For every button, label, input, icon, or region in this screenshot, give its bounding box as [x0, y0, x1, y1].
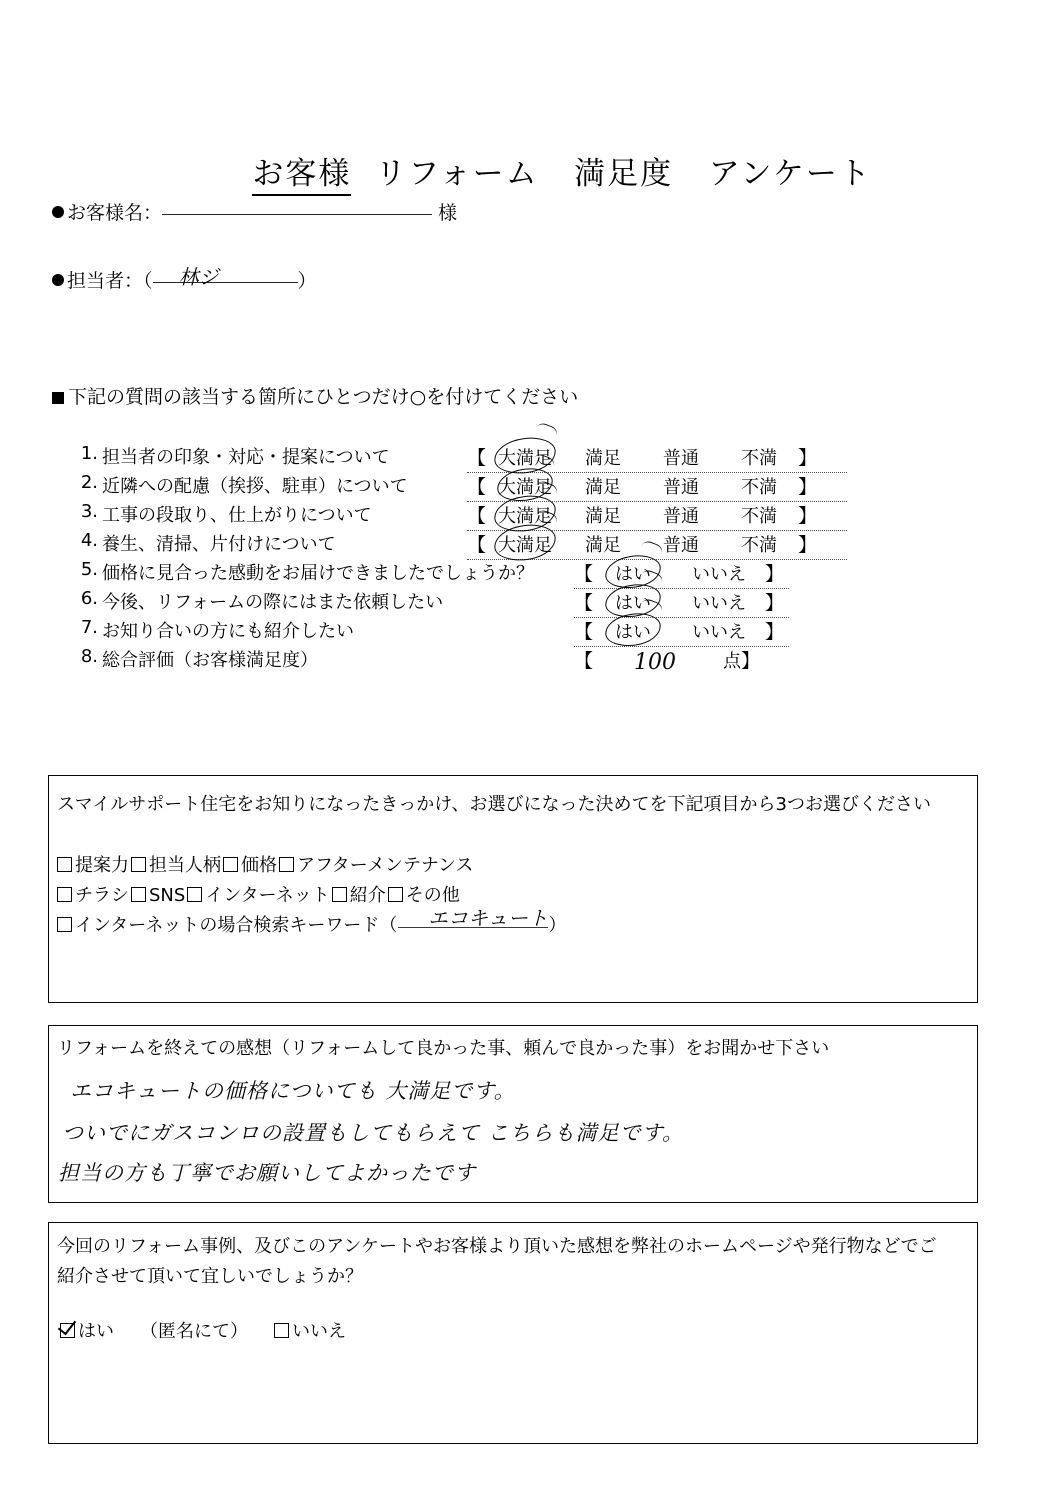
- staff-name-input[interactable]: [153, 265, 298, 289]
- impression-handwriting-line-1: エコキュートの価格についても 大満足です。: [70, 1079, 516, 1103]
- option-futsuu[interactable]: 普通: [663, 477, 700, 498]
- keyword-paren-open: （: [379, 915, 399, 936]
- impression-handwriting-line-3: 担当の方も丁寧でお願いしてよかったです: [58, 1161, 476, 1185]
- option-manzoku[interactable]: 満足: [585, 506, 622, 527]
- question-row: [62, 501, 962, 530]
- option-yes[interactable]: はい: [593, 618, 673, 644]
- checkbox-kakaku[interactable]: [223, 857, 238, 872]
- label-aftermaintenance: アフターメンテナンス: [297, 855, 474, 876]
- label-internet: インターネット: [205, 885, 330, 906]
- checkbox-publish-no[interactable]: [274, 1323, 289, 1338]
- question-number: 1.: [80, 443, 98, 464]
- source-options-row-2: [57, 880, 460, 911]
- option-daimanzoku[interactable]: 大満足: [486, 473, 564, 499]
- option-no[interactable]: いいえ: [692, 622, 747, 643]
- checkbox-sonota[interactable]: [388, 887, 403, 902]
- answer-scale: 【 大満足 満足 普通 不満 】: [467, 501, 847, 531]
- question-row: [62, 617, 962, 646]
- keyword-paren-close: ）: [548, 915, 568, 936]
- question-list: [62, 443, 962, 675]
- checkbox-aftermaintenance[interactable]: [279, 857, 294, 872]
- option-fuman[interactable]: 不満: [741, 448, 778, 469]
- question-number: 6.: [80, 588, 98, 609]
- option-daimanzoku[interactable]: 大満足: [486, 444, 564, 470]
- source-section-heading: スマイルサポート住宅をお知りになったきっかけ、お選びになった決めてを下記項目から3つお選びください: [57, 794, 932, 815]
- question-row: [62, 443, 962, 472]
- option-fuman[interactable]: 不満: [741, 535, 778, 556]
- question-text: お知り合いの方にも紹介したい: [102, 621, 354, 642]
- label-sns: SNS: [149, 885, 186, 906]
- impression-handwriting-line-2: ついでにガスコンロの設置もしてもらえて こちらも満足です。: [62, 1121, 684, 1145]
- impression-section-heading: リフォームを終えての感想（リフォームして良かった事、頼んで良かった事）をお聞かせ下さい: [57, 1038, 830, 1059]
- question-number: 8.: [80, 646, 98, 667]
- bullet-icon: [52, 274, 64, 286]
- checkbox-internet-keyword[interactable]: [57, 917, 72, 932]
- bullet-icon: [52, 206, 64, 218]
- square-bullet-icon: [52, 392, 64, 404]
- staff-label: 担当者：: [67, 270, 144, 292]
- question-number: 3.: [80, 501, 98, 522]
- checkbox-shoukai[interactable]: [332, 887, 347, 902]
- customer-name-row: [52, 198, 457, 225]
- option-fuman[interactable]: 不満: [741, 506, 778, 527]
- page-title-part1: お客様: [252, 156, 351, 196]
- checkbox-sns[interactable]: [131, 887, 146, 902]
- question-text: 近隣への配慮（挨拶、駐車）について: [102, 476, 408, 497]
- staff-name-row: [52, 266, 317, 293]
- question-row: [62, 646, 962, 675]
- option-manzoku[interactable]: 満足: [585, 535, 622, 556]
- option-daimanzoku[interactable]: 大満足: [486, 502, 564, 528]
- question-text: 工事の段取り、仕上がりについて: [102, 505, 372, 526]
- label-publish-yes: はい: [78, 1321, 114, 1342]
- question-text: 総合評価（お客様満足度）: [102, 650, 318, 671]
- customer-name-input[interactable]: [162, 214, 432, 215]
- question-number: 5.: [80, 559, 98, 580]
- option-futsuu[interactable]: 普通: [663, 535, 700, 556]
- answer-score[interactable]: 【 100 点】: [574, 646, 774, 675]
- question-number: 7.: [80, 617, 98, 638]
- page-title-part2: リフォーム: [375, 156, 539, 192]
- label-kakaku: 価格: [241, 855, 277, 876]
- option-manzoku[interactable]: 満足: [585, 448, 622, 469]
- question-text: 担当者の印象・対応・提案について: [102, 447, 390, 468]
- answer-yesno: 【 はい いいえ 】: [574, 617, 789, 647]
- checkbox-chirashi[interactable]: [57, 887, 72, 902]
- page-title-part3: 満足度: [574, 156, 674, 192]
- answer-scale: 【 大満足 満足 普通 不満 】: [467, 443, 847, 473]
- checkbox-internet[interactable]: [187, 887, 202, 902]
- answer-yesno: 【 はい いいえ 】: [574, 559, 789, 589]
- label-chirashi: チラシ: [75, 885, 129, 906]
- label-teiansryoku: 提案力: [75, 855, 129, 876]
- option-no[interactable]: いいえ: [692, 564, 747, 585]
- option-daimanzoku[interactable]: 大満足: [486, 531, 564, 557]
- label-publish-no: いいえ: [292, 1321, 346, 1342]
- checkbox-tantouhitogara[interactable]: [131, 857, 146, 872]
- score-handwriting: 100: [634, 650, 676, 675]
- customer-name-suffix: 様: [438, 202, 458, 224]
- customer-name-label: お客様名：: [67, 202, 163, 224]
- option-no[interactable]: いいえ: [692, 593, 747, 614]
- answer-yesno: 【 はい いいえ 】: [574, 588, 789, 618]
- label-tantouhitogara: 担当人柄: [149, 855, 221, 876]
- label-publish-yes-note: （匿名にて）: [140, 1321, 248, 1342]
- publish-section-heading-line-1: 今回のリフォーム事例、及びこのアンケートやお客様より頂いた感想を弊社のホームページや発行物などでご: [57, 1236, 937, 1257]
- option-futsuu[interactable]: 普通: [663, 448, 700, 469]
- instruction-text: [52, 382, 578, 409]
- option-futsuu[interactable]: 普通: [663, 506, 700, 527]
- option-manzoku[interactable]: 満足: [585, 477, 622, 498]
- checkbox-publish-yes[interactable]: [60, 1323, 75, 1338]
- option-fuman[interactable]: 不満: [741, 477, 778, 498]
- question-row: [62, 588, 962, 617]
- page-title-part4: アンケート: [708, 156, 872, 192]
- question-number: 4.: [80, 530, 98, 551]
- publish-answer-row: [60, 1317, 346, 1343]
- staff-name-handwriting: 林ジ: [178, 265, 219, 289]
- question-number: 2.: [80, 472, 98, 493]
- option-yes[interactable]: はい: [593, 589, 673, 615]
- label-internet-keyword: インターネットの場合検索キーワード: [75, 915, 380, 936]
- publish-section-heading-line-2: 紹介させて頂いて宜しいでしょうか？: [57, 1266, 363, 1287]
- keyword-handwriting: エコキュート: [428, 906, 548, 930]
- question-row: [62, 530, 962, 559]
- option-yes[interactable]: はい: [593, 560, 673, 586]
- instruction-label: 下記の質問の該当する箇所にひとつだけ○を付けてください: [68, 386, 579, 408]
- answer-scale: 【 大満足 満足 普通 不満 】: [467, 472, 847, 502]
- question-row: [62, 559, 962, 588]
- question-row: [62, 472, 962, 501]
- staff-paren-close: ）: [297, 270, 317, 292]
- staff-paren-open: （: [143, 270, 153, 292]
- label-shoukai: 紹介: [349, 885, 386, 906]
- label-sonota: その他: [405, 885, 460, 906]
- answer-scale: 【 大満足 満足 普通 不満 】: [467, 530, 847, 560]
- source-options-row-1: [57, 850, 473, 881]
- score-unit: 点】: [722, 650, 760, 672]
- question-text: 今後、リフォームの際にはまた依頼したい: [102, 592, 444, 613]
- question-text: 養生、清掃、片付けについて: [102, 534, 336, 555]
- checkbox-teiansryoku[interactable]: [57, 857, 72, 872]
- question-text: 価格に見合った感動をお届けできましたでしょうか？: [102, 563, 534, 584]
